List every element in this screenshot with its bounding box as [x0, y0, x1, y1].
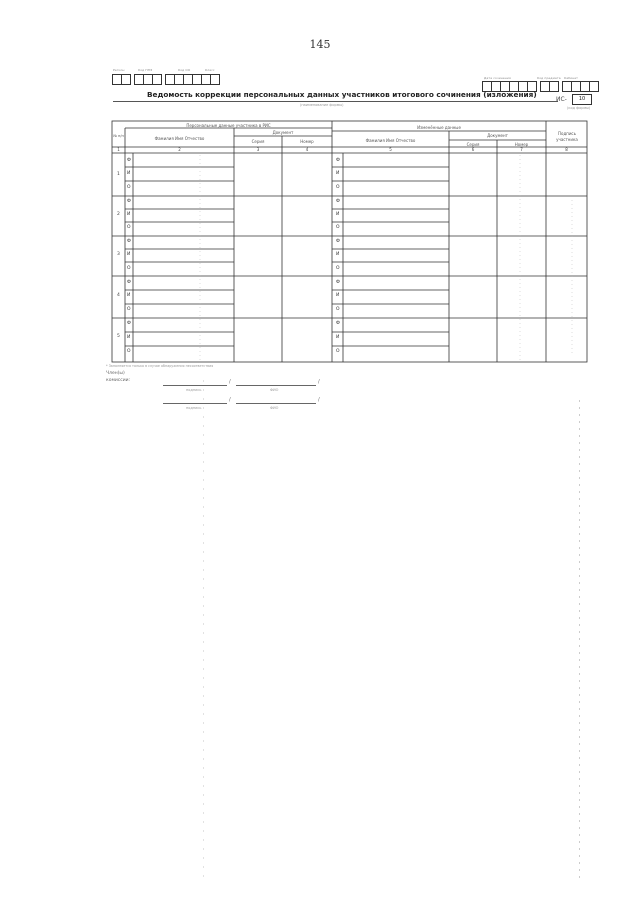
- subject-caption: Код предмета: [537, 76, 561, 80]
- row-number-2: 2: [117, 212, 120, 217]
- letter-i: И: [127, 335, 131, 340]
- name-caption-1: ФИО: [270, 388, 279, 392]
- letter-i: И: [336, 252, 340, 257]
- letter-f: Ф: [127, 199, 131, 204]
- col-index-7: 7: [520, 147, 523, 152]
- signature-line-1[interactable]: [163, 385, 227, 386]
- letter-f: Ф: [336, 199, 340, 204]
- slash-1b: /: [318, 379, 320, 385]
- letter-i: И: [336, 212, 340, 217]
- letter-o: О: [127, 225, 131, 230]
- letter-o: О: [336, 266, 340, 271]
- letter-o: О: [127, 307, 131, 312]
- letter-f: Ф: [127, 239, 131, 244]
- letter-i: И: [336, 293, 340, 298]
- member-label: Член(ы): [106, 371, 125, 376]
- row-number-5: 5: [117, 334, 120, 339]
- room-caption: Кабинет: [564, 76, 579, 80]
- letter-f: Ф: [127, 321, 131, 326]
- footnote: * Заполняется только в случае обнаружения несоответствия: [106, 364, 214, 368]
- date-caption: Дата сочинения: [484, 76, 511, 80]
- letter-i: И: [127, 252, 131, 257]
- col-header-series-right: Серия: [466, 142, 480, 147]
- col-header-doc-right: Документ: [487, 133, 508, 138]
- signature-line-2[interactable]: [163, 403, 227, 404]
- school-code-caption: Код ОО: [178, 68, 191, 72]
- col-index-6: 6: [471, 147, 475, 152]
- col-index-3: 3: [256, 147, 260, 152]
- letter-f: Ф: [336, 158, 340, 163]
- letter-i: И: [127, 171, 131, 176]
- letter-f: Ф: [336, 239, 340, 244]
- col-index-5: 5: [389, 147, 392, 152]
- class-caption: Класс: [205, 68, 215, 72]
- form-code-value: 10: [572, 94, 592, 105]
- form-code-caption: (код формы): [567, 106, 591, 110]
- col-header-fio-left: Фамилия Имя Отчество: [154, 136, 205, 141]
- col-header-number-right: Номер: [514, 142, 529, 147]
- form-title-caption: (наименование формы): [300, 103, 344, 107]
- letter-o: О: [336, 225, 340, 230]
- commission-label: комиссии:: [106, 378, 131, 383]
- letter-o: О: [336, 349, 340, 354]
- letter-i: И: [336, 171, 340, 176]
- name-line-2[interactable]: [236, 403, 316, 404]
- col-header-number-left: Номер: [300, 139, 314, 144]
- name-caption-2: ФИО: [270, 406, 279, 410]
- letter-i: И: [127, 212, 131, 217]
- slash-1a: /: [229, 379, 231, 385]
- col-header-series-left: Серия: [251, 139, 265, 144]
- slash-2a: /: [229, 397, 231, 403]
- signature-caption-1: подпись: [186, 388, 202, 392]
- form-code-label: ИС-: [556, 96, 567, 103]
- col-header-fio-right: Фамилия Имя Отчество: [365, 138, 416, 143]
- letter-o: О: [336, 307, 340, 312]
- ppe-code-caption: Код ППЭ: [138, 68, 153, 72]
- letter-f: Ф: [127, 280, 131, 285]
- slash-2b: /: [318, 397, 320, 403]
- col-index-1: 1: [117, 147, 120, 152]
- col-index-8: 8: [565, 147, 568, 152]
- scan-artifact: [203, 380, 204, 880]
- letter-i: И: [127, 293, 131, 298]
- col-header-doc-left: Документ: [272, 130, 294, 135]
- group-header-right: Изменённые данные: [417, 125, 461, 130]
- letter-f: Ф: [336, 280, 340, 285]
- form-title: Ведомость коррекции персональных данных участников итогового сочинения (изложения): [147, 90, 537, 99]
- col-index-2: 2: [178, 147, 181, 152]
- row-number-1: 1: [117, 172, 120, 177]
- name-line-1[interactable]: [236, 385, 316, 386]
- col-index-4: 4: [305, 147, 309, 152]
- region-caption: Регион: [113, 68, 125, 72]
- col-header-signature: Подпись участника: [556, 131, 578, 142]
- scan-artifact: [579, 400, 580, 880]
- letter-o: О: [127, 266, 131, 271]
- row-number-4: 4: [117, 293, 120, 298]
- page-number: 145: [309, 38, 331, 51]
- row-number-3: 3: [117, 252, 120, 257]
- letter-f: Ф: [127, 158, 131, 163]
- letter-i: И: [336, 335, 340, 340]
- letter-o: О: [127, 349, 131, 354]
- col-header-num: № п/п: [113, 134, 124, 138]
- letter-o: О: [336, 185, 340, 190]
- group-header-left: Персональные данные участника в РИС: [186, 123, 271, 128]
- letter-f: Ф: [336, 321, 340, 326]
- signature-caption-2: подпись: [186, 406, 202, 410]
- letter-o: О: [127, 185, 131, 190]
